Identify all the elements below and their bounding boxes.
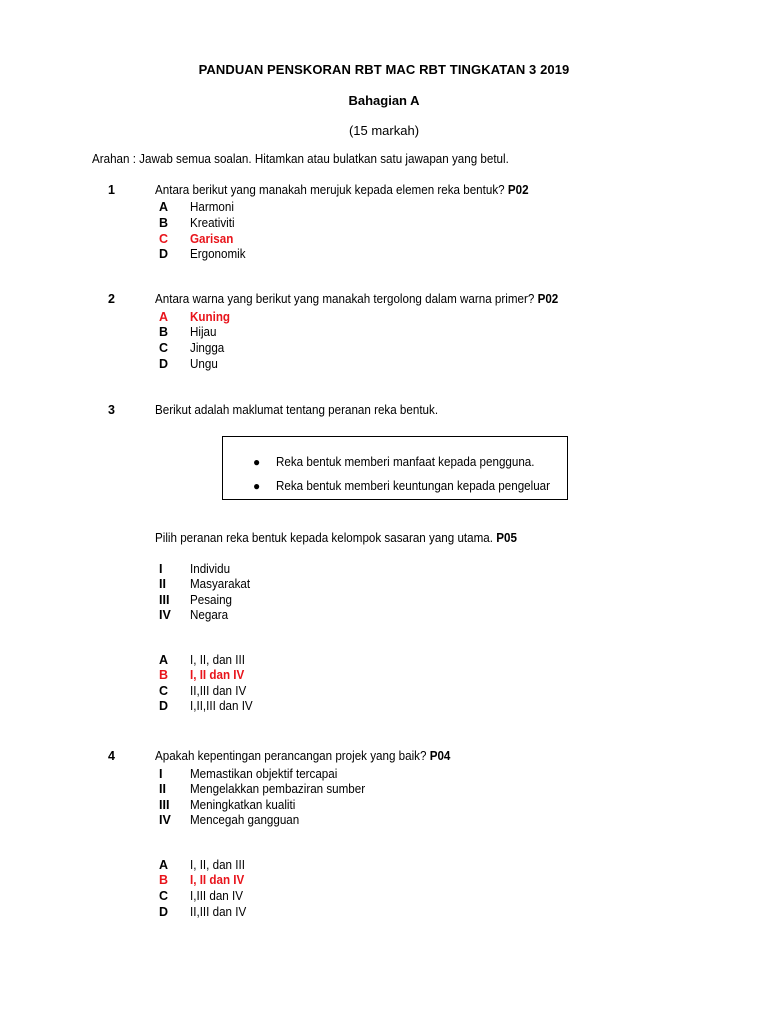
statement-numeral: III (159, 593, 170, 607)
option-letter: B (159, 216, 169, 230)
option-text: Kuning (190, 310, 231, 324)
question-3-info-box (222, 436, 568, 500)
statement-numeral: IV (159, 608, 171, 622)
question-3-text: Berikut adalah maklumat tentang peranan reka bentuk. (155, 403, 439, 417)
option-text: I,III dan IV (190, 889, 243, 903)
question-3-prompt-text: Pilih peranan reka bentuk kepada kelompok sasaran yang utama. (155, 531, 493, 545)
question-3-code: P05 (496, 531, 517, 545)
statement-text: Negara (190, 608, 229, 622)
statement-numeral: I (159, 767, 163, 781)
option-letter: A (159, 310, 169, 324)
option-letter: A (159, 200, 169, 214)
question-1-number: 1 (108, 183, 115, 197)
bullet-icon: ● (253, 479, 261, 493)
question-2-stem: Antara warna yang berikut yang manakah tergolong dalam warna primer? (155, 292, 535, 306)
question-3-number: 3 (108, 403, 115, 417)
option-letter: C (159, 341, 169, 355)
question-1-stem: Antara berikut yang manakah merujuk kepada elemen reka bentuk? (155, 183, 505, 197)
option-text: II,III dan IV (190, 684, 247, 698)
option-letter: B (159, 325, 169, 339)
option-letter: A (159, 858, 169, 872)
option-letter: A (159, 653, 169, 667)
option-letter: B (159, 873, 169, 887)
option-text: Ergonomik (190, 247, 246, 261)
statement-text: Masyarakat (190, 577, 251, 591)
statement-numeral: II (159, 782, 166, 796)
instruction-text: Arahan : Jawab semua soalan. Hitamkan atau bulatkan satu jawapan yang betul. (92, 152, 509, 166)
option-letter: D (159, 905, 169, 919)
statement-text: Meningkatkan kualiti (190, 798, 296, 812)
option-letter: C (159, 684, 169, 698)
option-letter: B (159, 668, 169, 682)
question-4-number: 4 (108, 749, 115, 763)
option-text: I, II, dan III (190, 653, 245, 667)
question-3-prompt (155, 531, 517, 545)
statement-text: Pesaing (190, 593, 233, 607)
section-heading: Bahagian A (348, 93, 420, 108)
option-text: I,II,III dan IV (190, 699, 253, 713)
option-letter: D (159, 357, 169, 371)
statement-numeral: I (159, 562, 163, 576)
option-text: I, II, dan III (190, 858, 245, 872)
statement-numeral: II (159, 577, 166, 591)
option-text: Kreativiti (190, 216, 235, 230)
option-letter: D (159, 247, 169, 261)
question-4-text (155, 749, 450, 763)
question-2-number: 2 (108, 292, 115, 306)
option-text: Harmoni (190, 200, 234, 214)
statement-text: Mengelakkan pembaziran sumber (190, 782, 366, 796)
option-text: I, II dan IV (190, 873, 245, 887)
option-text: Ungu (190, 357, 218, 371)
option-letter: C (159, 889, 169, 903)
option-text: Garisan (190, 232, 234, 246)
question-2-text (155, 292, 558, 306)
section-marks: (15 markah) (348, 123, 420, 138)
option-text: I, II dan IV (190, 668, 245, 682)
statement-text: Individu (190, 562, 231, 576)
bullet-text: Reka bentuk memberi keuntungan kepada pengeluar (276, 479, 551, 493)
document-title: PANDUAN PENSKORAN RBT MAC RBT TINGKATAN 3 2019 (198, 62, 570, 77)
option-text: Hijau (190, 325, 217, 339)
question-1-code: P02 (507, 183, 529, 197)
option-text: II,III dan IV (190, 905, 247, 919)
statement-text: Mencegah gangguan (190, 813, 300, 827)
statement-numeral: III (159, 798, 170, 812)
option-letter: D (159, 699, 169, 713)
option-letter: C (159, 232, 169, 246)
option-text: Jingga (190, 341, 225, 355)
question-2-code: P02 (537, 292, 559, 306)
bullet-text: Reka bentuk memberi manfaat kepada pengguna. (276, 455, 535, 469)
statement-text: Memastikan objektif tercapai (190, 767, 338, 781)
question-4-code: P04 (429, 749, 451, 763)
question-4-stem: Apakah kepentingan perancangan projek yang baik? (155, 749, 427, 763)
bullet-icon: ● (253, 455, 261, 469)
question-1-text (155, 183, 529, 197)
statement-numeral: IV (159, 813, 171, 827)
